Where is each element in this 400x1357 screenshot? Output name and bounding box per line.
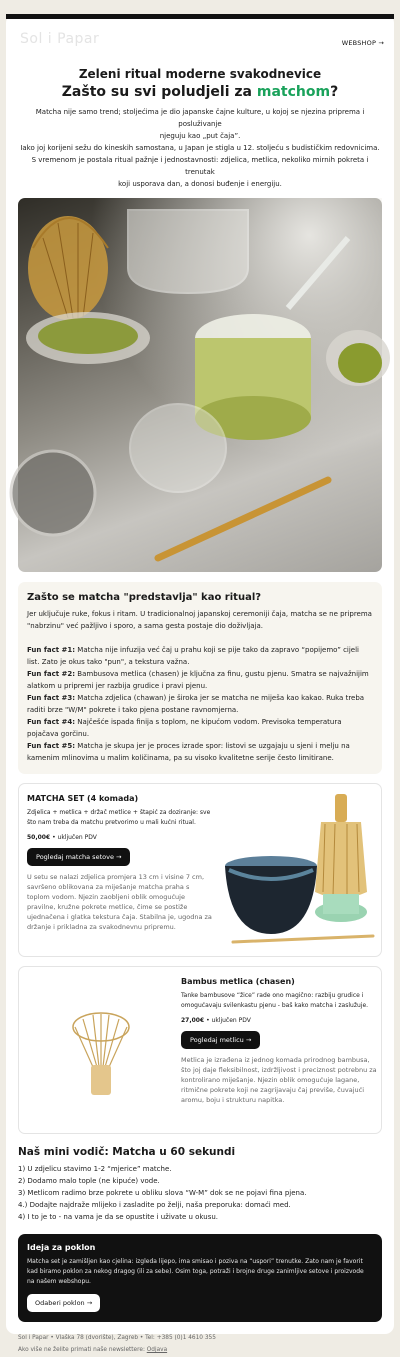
guide-step: 2) Dodamo malo tople (ne kipuće) vode.	[18, 1177, 160, 1185]
matcha-scene-illustration	[18, 198, 382, 572]
fun-fact-text: Bambusova metlica (chasen) je ključna za finu, gustu pjenu. Smatra se najvažnijim alatkom u pripremi jer razbija grudice i pravi pjenu.	[27, 670, 369, 690]
hero-image-matcha-scene	[18, 198, 382, 572]
product-details: U setu se nalazi zdjelica promjera 13 cm i visine 7 cm, savršeno oblikovana za miješanje matcha praha s toplom vodom. Njezin zaobljeni oblik omogućuje pravilne, kružne pokrete metlice, čime se postiže ujednačena i glatka tekstura čaja. Stabilna je, ugodna za držanje i prikladna za svakodnevnu pripremu.	[27, 873, 212, 931]
whisk-icon	[315, 794, 367, 922]
fun-fact	[27, 716, 373, 740]
fun-fact-text: Najčešće ispada finija s toplom, ne kipućom vodom. Previsoka temperatura pojačava gorčinu.	[27, 718, 342, 738]
product-title: MATCHA SET (4 komada)	[27, 794, 139, 803]
fun-fact-label: Fun fact #4:	[27, 718, 76, 726]
matcha-bowl-icon	[225, 856, 317, 934]
fun-fact-label: Fun fact #2:	[27, 670, 76, 678]
product-title: Bambus metlica (chasen)	[181, 977, 295, 986]
product-description: Tanke bambusove “žice” rade ono magično: razbiju grudice i omogućavaju svilenkastu pjenu - baš kako matcha i zaslužuje.	[181, 992, 369, 1009]
header	[6, 19, 394, 63]
gift-title: Ideja za poklon	[27, 1243, 96, 1252]
guide-step: 1) U zdjelicu stavimo 1-2 “mjerice” matche.	[18, 1165, 172, 1173]
fun-fact	[27, 740, 373, 764]
fun-fact-text: Matcha je skupa jer je proces izrade spor: listovi se uzgajaju u sjeni i melju na kamenim mlinovima u malim količinama, pa su visoko kvalitetne serije često limitirane.	[27, 742, 350, 762]
hero-title-part1: Zašto su svi poludjeli za	[61, 84, 257, 100]
bamboo-whisk-image	[69, 1009, 133, 1099]
matcha-set-image	[223, 792, 375, 952]
sieve-icon	[11, 451, 95, 535]
mini-guide-section	[18, 1146, 382, 1223]
ritual-section	[18, 582, 382, 774]
glass-cup-icon	[130, 404, 226, 492]
fun-fact-text: Matcha nije infuzija već čaj u prahu koji se pije tako da zapravo “popijemo” cijeli list. Zato je okus tako "pun", a tekstura važna.	[27, 646, 360, 666]
bamboo-scoop-icon	[233, 936, 373, 942]
fun-fact-label: Fun fact #5:	[27, 742, 76, 750]
hero-section	[6, 67, 394, 190]
glass-jug-icon	[128, 210, 248, 293]
product-price	[27, 834, 213, 841]
fun-fact	[27, 692, 373, 716]
price-value: 27,00€	[181, 1017, 205, 1024]
fun-fact	[27, 668, 373, 692]
brand-logo[interactable]: Sol i Papar	[20, 31, 100, 47]
whisk-icon	[73, 1013, 129, 1095]
footer-unsubscribe	[18, 1344, 382, 1356]
unsubscribe-text: Ako više ne želite primati naše newslettere:	[18, 1347, 147, 1353]
unsubscribe-link[interactable]: Odjava	[146, 1347, 168, 1353]
product-details: Metlica je izrađena iz jednog komada prirodnog bambusa, što joj daje fleksibilnost, izdržljivost i preciznost potrebnu za kontrolirano miješanje. Njezin oblik omogućuje lagane, ritmične pokrete koji ne zagrijavaju čaj previše, čuvajući aromu, boju i strukturu napitka.	[181, 1056, 377, 1104]
guide-step: 4) I to je to - na vama je da se opustite i uživate u okusu.	[18, 1213, 218, 1221]
product-bamboo-whisk	[18, 966, 382, 1134]
matcha-powder-dish-icon	[326, 330, 390, 386]
guide-step: 3) Metlicom radimo brze pokrete u obliku slova “W-M” dok se ne pojavi fina pjena.	[18, 1189, 307, 1197]
fun-fact-label: Fun fact #1:	[27, 646, 76, 654]
ritual-title: Zašto se matcha "predstavlja" kao ritual?	[27, 592, 262, 603]
hero-title-line2	[18, 84, 382, 100]
newsletter-card	[6, 14, 394, 1353]
hero-title-accent: matchom	[256, 84, 331, 100]
whisk-icon	[28, 216, 108, 320]
gift-text: Matcha set je zamišljen kao cjelina: izgleda lijepo, ima smisao i poziva na “uspori” trenutke. Zato nam je favorit kad biramo poklon za nekog dragog (ili za sebe). Osim toga, potraži i brojne druge zanimljive setove i proizvode na našem webshopu.	[27, 1258, 364, 1285]
footer	[18, 1332, 382, 1356]
guide-step: 4.) Dodajte najdraže mlijeko i zasladite po želji, naša preporuka: domaći med.	[18, 1201, 291, 1209]
price-note: • uključen PDV	[204, 1017, 251, 1024]
price-note: • uključen PDV	[50, 834, 97, 841]
webshop-link[interactable]: WEBSHOP →	[341, 39, 384, 47]
intro-text	[18, 106, 382, 190]
view-whisk-button[interactable]: Pogledaj metlicu →	[181, 1031, 260, 1049]
choose-gift-button[interactable]: Odaberi poklon →	[27, 1294, 100, 1312]
product-matcha-set	[18, 783, 382, 957]
fun-fact	[27, 644, 373, 668]
footer-address: Sol i Papar • Vlaška 78 (dvorište), Zagreb • Tel: +385 (0)1 4610 355	[18, 1335, 216, 1341]
hero-title-line1: Zeleni ritual moderne svakodnevice	[78, 67, 322, 81]
intro-line: Iako joj korijeni sežu do kineskih samostana, u Japan je stigla u 12. stoljeću s budističkim redovnicima.	[20, 144, 380, 152]
matcha-bowl-icon	[26, 312, 150, 364]
intro-line: Matcha nije samo trend; stoljećima je dio japanske čajne kulture, u kojoj se njezina priprema i posluživanje	[35, 108, 365, 128]
gift-idea-section	[18, 1234, 382, 1322]
ritual-intro: Jer uključuje ruke, fokus i ritam. U tradicionalnoj japanskoj ceremoniji čaja, matcha se ne priprema "nabrzinu" već pažljivo i sporo, a sama gesta postaje dio doživljaja.	[27, 610, 372, 630]
view-matcha-sets-button[interactable]: Pogledaj matcha setove →	[27, 848, 130, 866]
fun-fact-text: Matcha zdjelica (chawan) je široka jer se matcha ne miješa kao kakao. Ruka treba raditi brze "W/M" pokrete i tako pjena postane ravnomjerna.	[27, 694, 365, 714]
guide-title: Naš mini vodič: Matcha u 60 sekundi	[18, 1146, 236, 1158]
intro-line: koji usporava dan, a donosi buđenje i energiju.	[118, 180, 282, 188]
intro-line: S vremenom je postala ritual pažnje i jednostavnosti: zdjelica, metlica, nekoliko mirnih pokreta i trenutak	[31, 156, 369, 176]
product-price	[181, 1017, 377, 1024]
fun-fact-label: Fun fact #3:	[27, 694, 76, 702]
hero-title-part2: ?	[330, 84, 339, 100]
product-description: Zdjelica + metlica + držač metlice + štapić za doziranje: sve što nam treba da matchu pretvorimo u mali kućni ritual.	[27, 809, 211, 826]
price-value: 50,00€	[27, 834, 51, 841]
intro-line: njeguju kao „put čaja”.	[159, 132, 241, 140]
